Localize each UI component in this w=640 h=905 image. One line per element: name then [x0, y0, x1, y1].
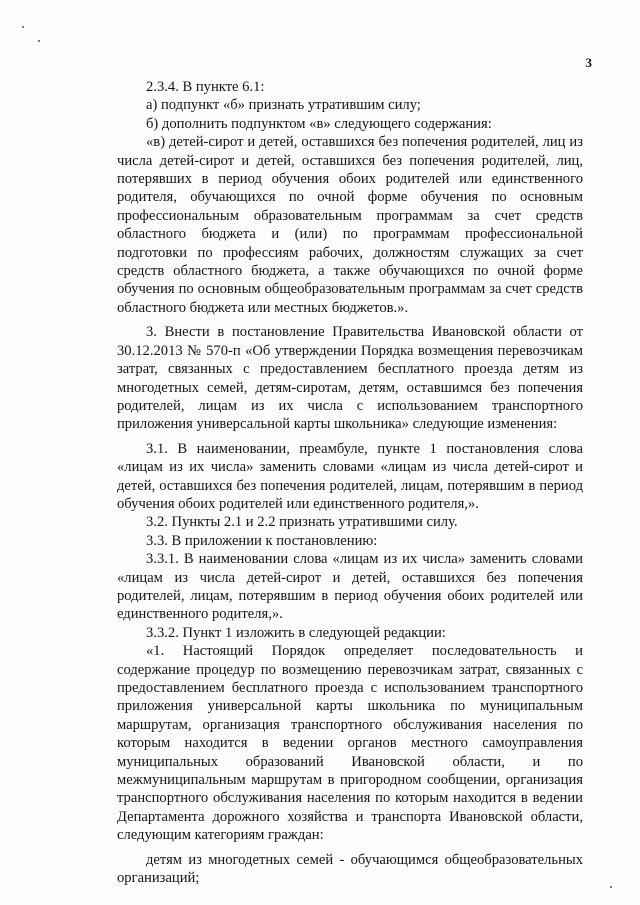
document-body: [117, 78, 583, 887]
paragraph-quoted-1: «1. Настоящий Порядок определяет последовательность и содержание процедур по возмещению перевозчикам затрат, связанных с предоставлением бесплатного проезда с использованием транспортного приложения универсальной карты школьника по муниципальным маршрутам, организация транспортного обслуживания населения по которым находится в ведении органов местного самоуправления муниципальных образований Ивановской области, и по межмуниципальным маршрутам в пригородном сообщении, организация транспортного обслуживания населения по которым находится в ведении Департамента дорожного хозяйства и транспорта Ивановской области, следующим категориям граждан:: [117, 643, 583, 844]
paragraph-2-3-4: 2.3.4. В пункте 6.1:: [146, 79, 265, 95]
scan-artifact: [610, 886, 612, 888]
paragraph-3-3-1: 3.3.1. В наименовании слова «лицам из их числа» заменить словами «лицам из числа детей-сирот и детей, оставшихся без попечения родителей, лицам, потерявшим в период обучения обоих родителей или единственного родителя,».: [117, 551, 583, 623]
paragraph-subpoint-b: б) дополнить подпунктом «в» следующего содержания:: [146, 115, 492, 132]
scan-artifact: [38, 40, 40, 42]
paragraph-3-2: 3.2. Пункты 2.1 и 2.2 признать утратившими силу.: [146, 514, 458, 531]
page-number: 3: [585, 55, 592, 70]
scan-artifact: [22, 26, 24, 28]
paragraph-subpoint-a: а) подпункт «б» признать утратившим силу;: [146, 97, 421, 114]
paragraph-3-3: 3.3. В приложении к постановлению:: [146, 532, 378, 549]
paragraph-3: 3. Внести в постановление Правительства Ивановской области от 30.12.2013 № 570-п «Об утверждении Порядка возмещения перевозчикам затрат, связанных с предоставлением бесплатного проезда детям из многодетных семей, детям-сиротам, детям, оставшимся без попечения родителей, лицам из их числа с использованием транспортного приложения универсальной карты школьника» следующие изменения:: [117, 324, 583, 433]
paragraph-3-1: 3.1. В наименовании, преамбуле, пункте 1 постановления слова «лицам из их числа» заменить словами «лицам из числа детей-сирот и детей, оставшихся без попечения родителей, лицам, потерявшим в период обучения обоих родителей или единственного родителя,».: [117, 440, 583, 512]
paragraph-children-large-families: детям из многодетных семей - обучающимся общеобразовательных организаций;: [117, 851, 583, 887]
paragraph-3-3-2: 3.3.2. Пункт 1 изложить в следующей редакции:: [146, 624, 446, 641]
paragraph-quoted-v: «в) детей-сирот и детей, оставшихся без попечения родителей, лиц из числа детей-сирот и детей, оставшихся без попечения родителей, лиц, потерявших в период обучения обоих родителей или единственного родителя, обучающихся по очной форме обучения по основным профессиональным образовательным программам за счет средств областного бюджета и (или) по программам профессиональной подготовки по профессиям рабочих, должностям служащих за счет средств областного бюджета, а также обучающихся по очной форме обучения по основным общеобразовательным программам за счет средств областного бюджета или местных бюджетов.».: [117, 134, 583, 316]
